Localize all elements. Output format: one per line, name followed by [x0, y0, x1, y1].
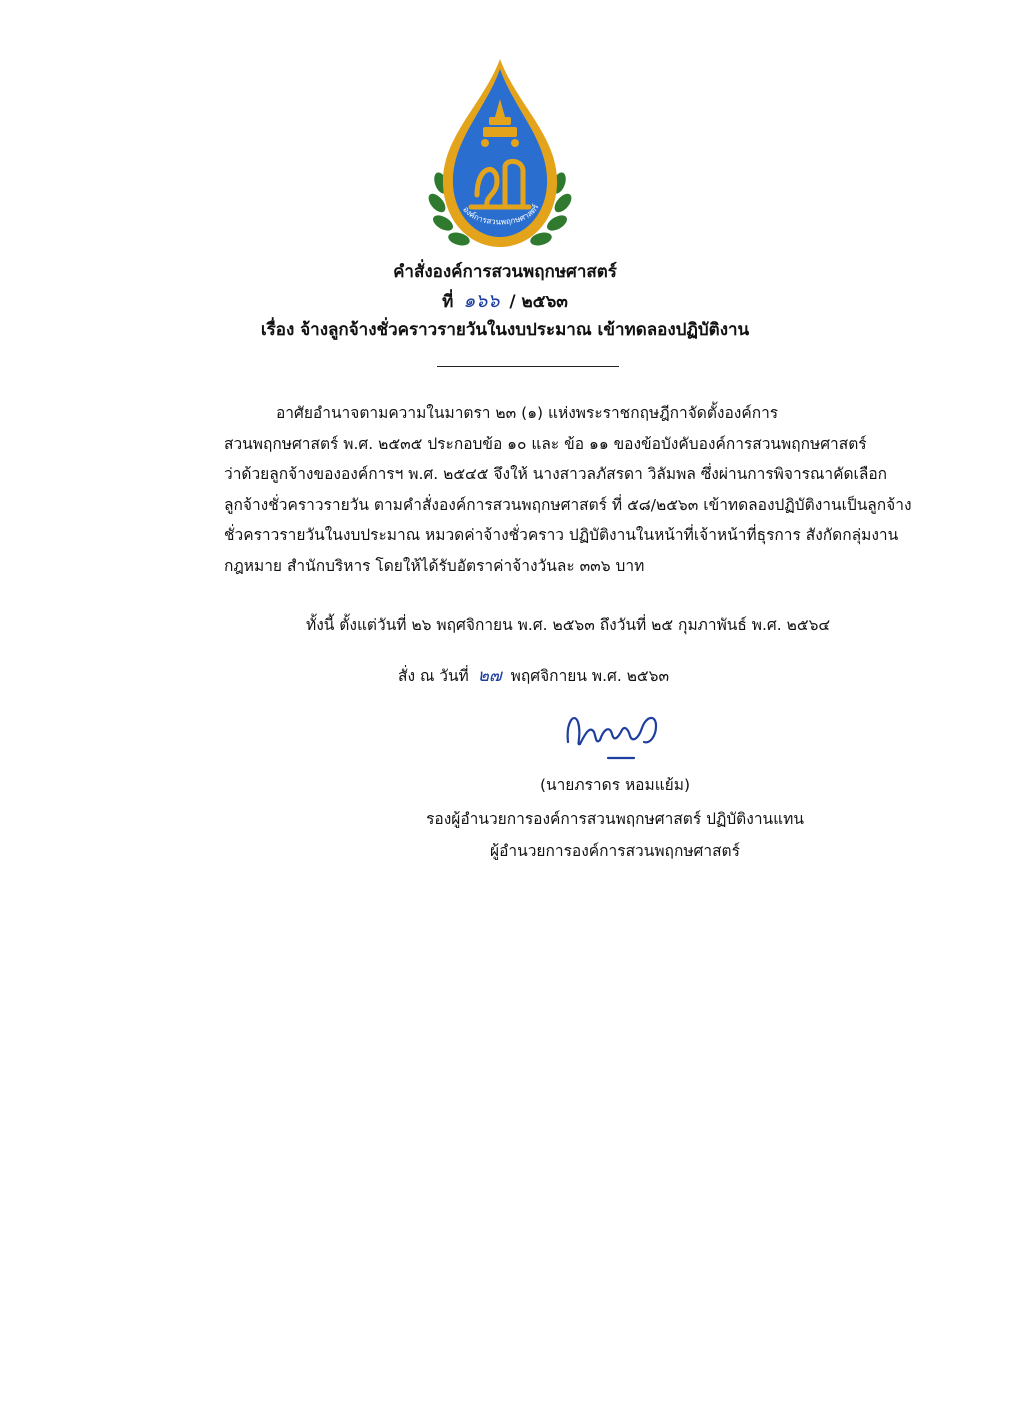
order-date-prefix: สั่ง ณ วันที่	[398, 667, 469, 685]
order-number-prefix: ที่	[442, 292, 454, 312]
order-body	[224, 398, 914, 581]
body-line: ว่าด้วยลูกจ้างขององค์การฯ พ.ศ. ๒๕๔๕ จึงให้ นางสาวลภัสรดา วิลัมพล ซึ่งผ่านการพิจารณาคัดเลือก	[224, 465, 888, 483]
body-line: สวนพฤกษศาสตร์ พ.ศ. ๒๕๓๕ ประกอบข้อ ๑๐ และ ข้อ ๑๑ ของข้อบังคับองค์การสวนพฤกษศาสตร์	[224, 434, 867, 453]
order-number-year: / ๒๕๖๓	[509, 292, 568, 312]
order-date-suffix: พฤศจิกายน พ.ศ. ๒๕๖๓	[510, 667, 670, 685]
effective-period: ทั้งนี้ ตั้งแต่วันที่ ๒๖ พฤศจิกายน พ.ศ. ๒๕๖๓ ถึงวันที่ ๒๕ กุมภาพันธ์ พ.ศ. ๒๕๖๔	[306, 616, 831, 634]
order-date	[398, 662, 669, 689]
body-line: กฎหมาย สำนักบริหาร โดยให้ได้รับอัตราค่าจ้างวันละ ๓๓๖ บาท	[224, 556, 645, 575]
order-subject: เรื่อง จ้างลูกจ้างชั่วคราวรายวันในงบประมาณ เข้าทดลองปฏิบัติงาน	[260, 320, 750, 340]
signer-name: (นายภราดร หอมแย้ม)	[539, 776, 691, 794]
botanical-garden-logo	[425, 55, 575, 255]
body-line: อาศัยอำนาจตามความในมาตรา ๒๓ (๑) แห่งพระราชกฤษฎีกาจัดตั้งองค์การ	[276, 404, 779, 422]
svg-text:องค์การสวนพฤกษศาสตร์: องค์การสวนพฤกษศาสตร์	[461, 202, 541, 227]
signature	[560, 702, 670, 764]
body-line: ลูกจ้างชั่วคราวรายวัน ตามคำสั่งองค์การสวนพฤกษศาสตร์ ที่ ๕๘/๒๕๖๓ เข้าทดลองปฏิบัติงานเป็นลูกจ้าง	[224, 495, 912, 514]
order-date-day-handwritten: ๒๗	[477, 666, 502, 686]
signer-position-acting-for: ผู้อำนวยการองค์การสวนพฤกษศาสตร์	[490, 842, 740, 860]
document-title: คำสั่งองค์การสวนพฤกษศาสตร์	[393, 262, 617, 282]
body-line: ชั่วคราวรายวันในงบประมาณ หมวดค่าจ้างชั่วคราว ปฏิบัติงานในหน้าที่เจ้าหน้าที่ธุรการ สังกัดกลุ่มงาน	[224, 526, 899, 544]
signer-position: รองผู้อำนวยการองค์การสวนพฤกษศาสตร์ ปฏิบัติงานแทน	[426, 810, 804, 828]
header-divider	[437, 366, 619, 367]
order-number	[0, 286, 1010, 316]
order-number-handwritten: ๑๖๖	[463, 290, 500, 312]
